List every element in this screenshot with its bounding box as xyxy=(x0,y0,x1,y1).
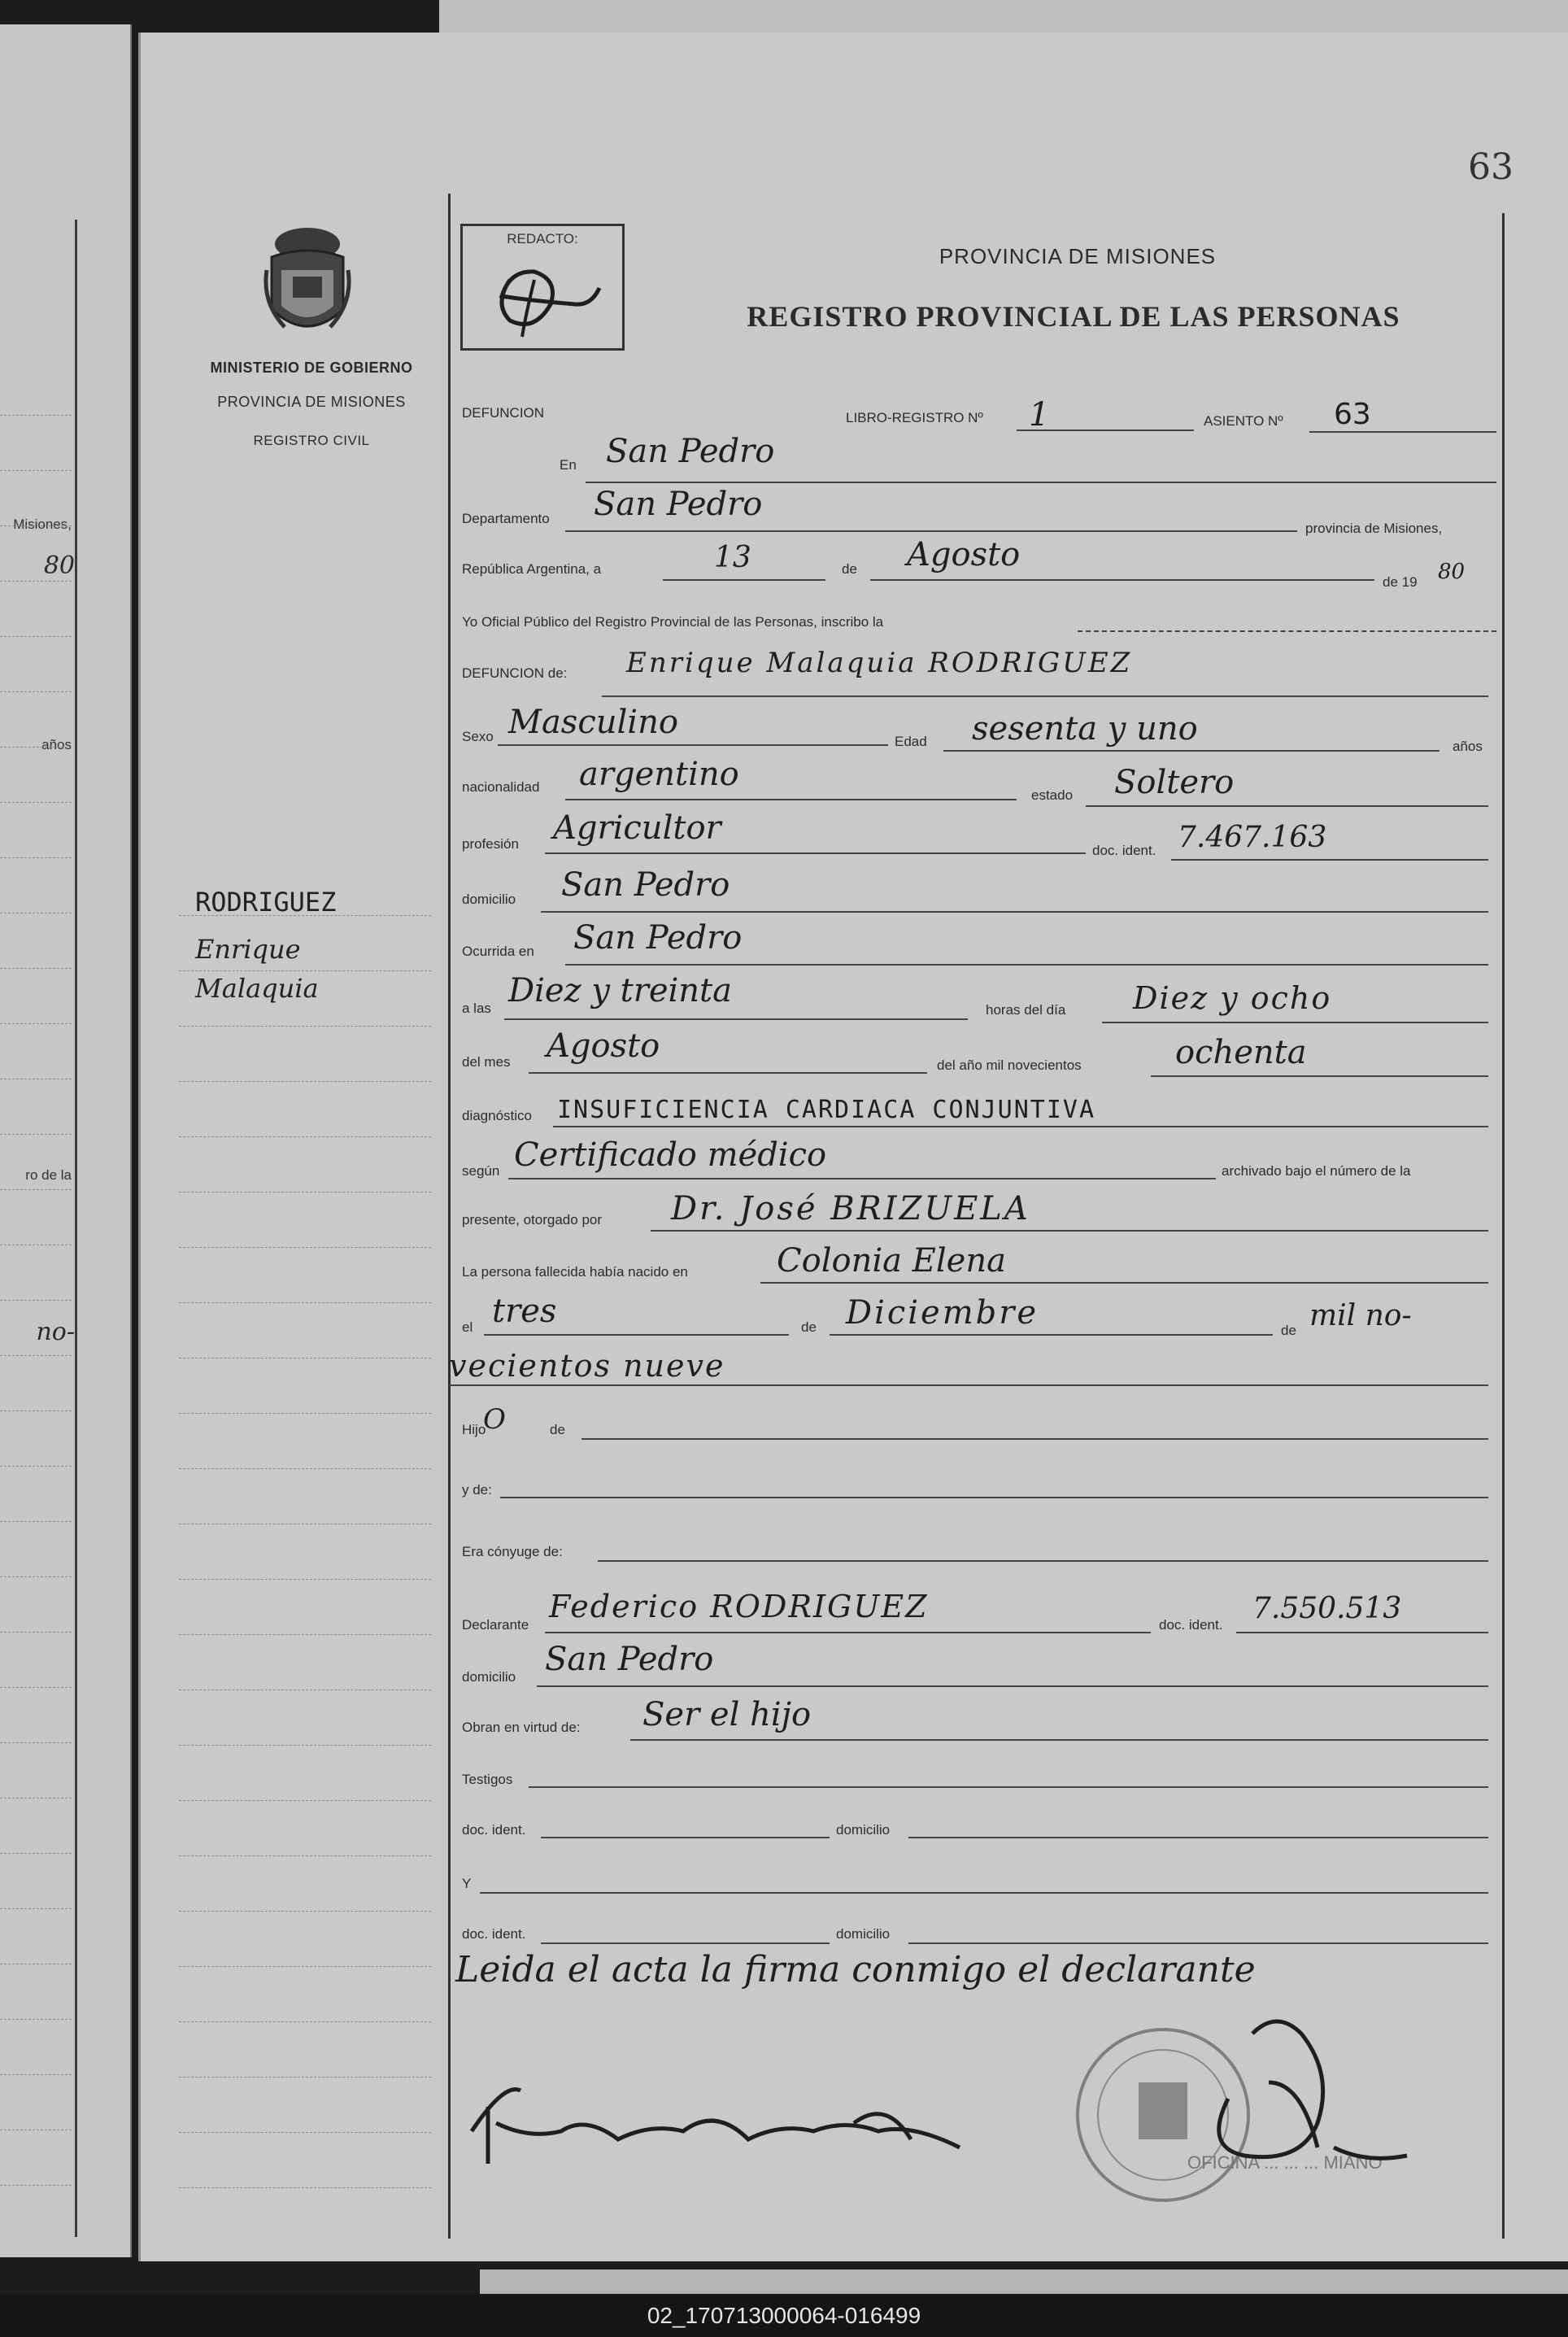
left-page-text: años xyxy=(41,737,72,752)
value-segun: Certificado médico xyxy=(514,1136,827,1174)
value-diagnostico: INSUFICIENCIA CARDIACA CONJUNTIVA xyxy=(557,1096,1096,1124)
margin-second-name: Malaquia xyxy=(195,973,319,1004)
seal-text: OFICINA ... ... ... MIANO xyxy=(1187,2152,1383,2173)
label-republica: República Argentina, a xyxy=(462,561,602,577)
value-profesion: Agricultor xyxy=(553,809,721,847)
label-horas: horas del día xyxy=(986,1002,1066,1018)
left-page-handwriting: no- xyxy=(36,1318,75,1346)
value-nombre: Enrique Malaquia RODRIGUEZ xyxy=(626,647,1133,679)
label-testigo1-domicilio: domicilio xyxy=(836,1822,891,1838)
label-nacionalidad: nacionalidad xyxy=(462,779,540,795)
label-de-hijo: de xyxy=(550,1422,565,1437)
value-sexo: Masculino xyxy=(508,704,678,741)
officer-signature-icon xyxy=(1219,2021,1407,2158)
label-declarante: Declarante xyxy=(462,1617,529,1633)
label-de-19: de 19 xyxy=(1383,574,1418,590)
official-seal-icon xyxy=(1078,2030,1383,2200)
value-declarante: Federico RODRIGUEZ xyxy=(549,1589,929,1624)
label-departamento: Departamento xyxy=(462,511,550,526)
letterhead-province: PROVINCIA DE MISIONES xyxy=(217,394,406,410)
header-title: REGISTRO PROVINCIAL DE LAS PERSONAS xyxy=(747,300,1400,333)
margin-surname: RODRIGUEZ xyxy=(195,887,337,918)
label-nacido: La persona fallecida había nacido en xyxy=(462,1264,688,1280)
label-defuncion-de: DEFUNCION de: xyxy=(462,665,568,681)
value-dia: 13 xyxy=(714,541,751,574)
label-en: En xyxy=(560,457,577,473)
value-ano-fallecimiento: ochenta xyxy=(1175,1034,1307,1071)
value-declarante-doc: 7.550.513 xyxy=(1252,1592,1402,1625)
value-domicilio: San Pedro xyxy=(561,866,730,904)
label-estado: estado xyxy=(1031,787,1074,803)
image-caption: 02_170713000064-016499 xyxy=(0,2294,1568,2337)
label-asiento: ASIENTO Nº xyxy=(1204,413,1283,429)
label-archivado: archivado bajo el número de la xyxy=(1222,1163,1411,1179)
header-province: PROVINCIA DE MISIONES xyxy=(939,244,1217,268)
value-estado: Soltero xyxy=(1114,764,1235,801)
label-segun: según xyxy=(462,1163,500,1179)
label-de-3: de xyxy=(1281,1323,1296,1338)
value-nacionalidad: argentino xyxy=(579,756,739,793)
label-el: el xyxy=(462,1319,473,1335)
label-declarante-domicilio: domicilio xyxy=(462,1669,516,1685)
value-ocurrida: San Pedro xyxy=(573,919,743,957)
redacto-label: REDACTO: xyxy=(507,231,578,246)
value-nac-mes: Diciembre xyxy=(846,1294,1039,1332)
value-edad: sesenta y uno xyxy=(972,710,1198,748)
label-testigos: Testigos xyxy=(462,1772,513,1787)
label-presente: presente, otorgado por xyxy=(462,1212,603,1227)
label-a-las: a las xyxy=(462,1001,491,1016)
letterhead-ministry: MINISTERIO DE GOBIERNO xyxy=(210,360,413,376)
label-ocurrida: Ocurrida en xyxy=(462,944,534,959)
left-page-text: Misiones, xyxy=(13,517,72,532)
label-testigo2-doc: doc. ident. xyxy=(462,1926,526,1942)
label-oficial: Yo Oficial Público del Registro Provincial de las Personas, inscribo la xyxy=(462,614,884,630)
label-testigo1-doc: doc. ident. xyxy=(462,1822,526,1838)
declarant-signature-icon xyxy=(472,2090,960,2164)
label-de-2: de xyxy=(801,1319,817,1335)
left-page-handwriting: 80 xyxy=(43,552,75,580)
label-provincia: provincia de Misiones, xyxy=(1305,521,1443,536)
value-nac-dia: tres xyxy=(492,1293,557,1330)
value-nac-ano-cont: vecientos nueve xyxy=(449,1348,725,1384)
label-del-ano: del año mil novecientos xyxy=(937,1057,1082,1073)
label-y: Y xyxy=(462,1876,472,1891)
value-departamento: San Pedro xyxy=(594,486,763,523)
label-libro: LIBRO-REGISTRO Nº xyxy=(846,410,983,425)
label-defuncion: DEFUNCION xyxy=(462,405,545,421)
letterhead-registry: REGISTRO CIVIL xyxy=(253,433,370,448)
value-ano: 80 xyxy=(1438,560,1466,584)
value-mes: Agosto xyxy=(907,536,1021,573)
value-dia-fallecimiento: Diez y ocho xyxy=(1133,980,1332,1016)
label-doc-ident: doc. ident. xyxy=(1092,843,1156,858)
label-profesion: profesión xyxy=(462,836,519,852)
value-hijo: O xyxy=(483,1403,506,1436)
adjacent-page-edge-bottom xyxy=(480,2269,1568,2294)
value-otorgado: Dr. José BRIZUELA xyxy=(671,1190,1030,1227)
value-declarante-domicilio: San Pedro xyxy=(545,1641,714,1678)
label-sexo: Sexo xyxy=(462,729,494,744)
label-de: de xyxy=(842,561,857,577)
label-conyuge: Era cónyuge de: xyxy=(462,1544,563,1559)
label-obran: Obran en virtud de: xyxy=(462,1720,581,1735)
left-page-text: ro de la xyxy=(25,1167,72,1183)
label-edad: Edad xyxy=(895,734,927,749)
label-del-mes: del mes xyxy=(462,1054,511,1070)
label-declarante-doc: doc. ident. xyxy=(1159,1617,1223,1633)
label-anos: años xyxy=(1453,739,1483,754)
value-mes-fallecimiento: Agosto xyxy=(547,1027,660,1065)
value-observacion: Leida el acta la firma conmigo el declarante xyxy=(455,1949,1256,1990)
label-testigo2-domicilio: domicilio xyxy=(836,1926,891,1942)
value-nac-ano: mil no- xyxy=(1309,1299,1412,1332)
label-domicilio: domicilio xyxy=(462,892,516,907)
value-asiento: 63 xyxy=(1334,398,1371,431)
value-doc: 7.467.163 xyxy=(1178,821,1327,854)
label-hijo: Hijo xyxy=(462,1422,486,1437)
value-en: San Pedro xyxy=(606,433,775,470)
label-y-de: y de: xyxy=(462,1482,492,1498)
value-nacido: Colonia Elena xyxy=(777,1242,1006,1280)
page-number: 63 xyxy=(1468,146,1514,188)
value-obran: Ser el hijo xyxy=(642,1696,812,1733)
margin-given-name: Enrique xyxy=(195,934,301,965)
value-libro: 1 xyxy=(1029,396,1050,434)
label-diagnostico: diagnóstico xyxy=(462,1108,533,1123)
value-hora: Diez y treinta xyxy=(508,972,732,1009)
